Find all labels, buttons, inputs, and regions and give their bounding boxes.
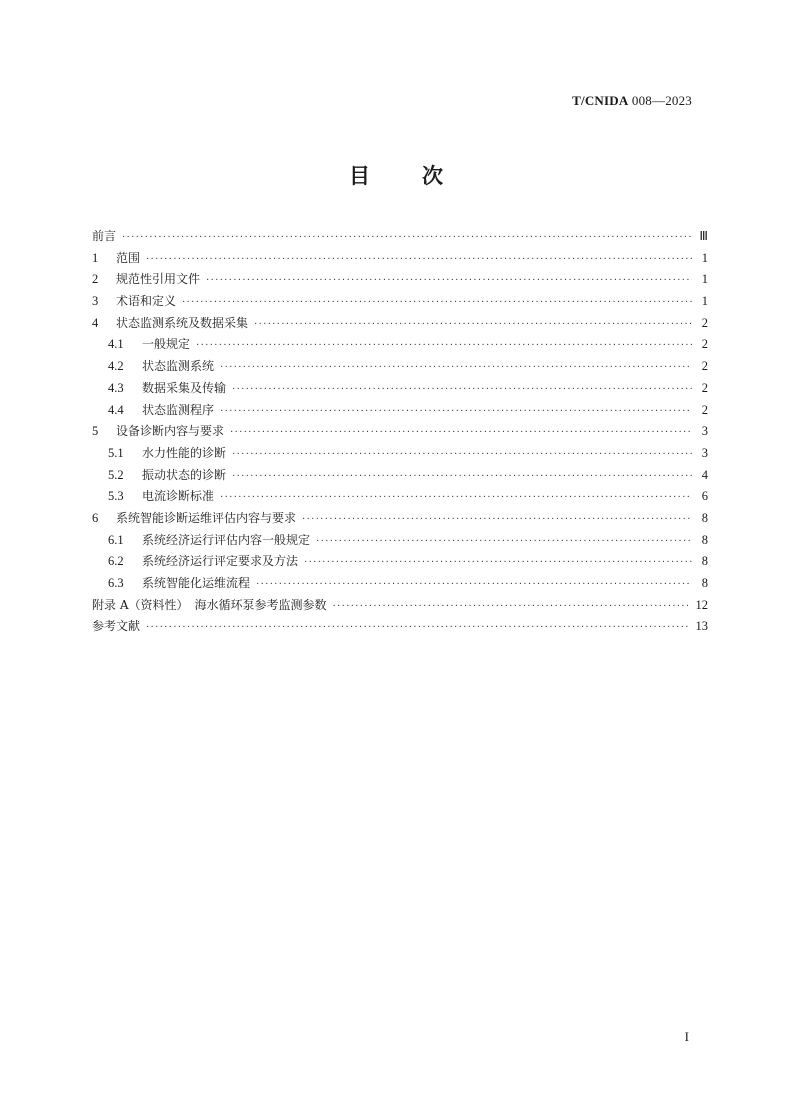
toc-entry-page: 1 [701, 250, 708, 265]
toc-entry[interactable] [92, 226, 708, 248]
toc-entry-number: 5.3 [108, 489, 124, 504]
title-char-1: 目 [349, 164, 370, 188]
toc-entry-page: 2 [701, 337, 708, 352]
toc-entry-number: 2 [92, 272, 99, 287]
toc-leader-dots [302, 509, 692, 531]
toc-entry-number: 5 [92, 424, 99, 439]
toc-entry-number: 6.1 [108, 532, 124, 547]
toc-leader-dots [182, 292, 692, 314]
toc-entry-number: 5.1 [108, 445, 124, 460]
toc-entry-label: 一般规定 [142, 337, 191, 352]
toc-leader-dots [232, 444, 692, 466]
toc-leader-dots [232, 466, 692, 488]
toc-leader-dots [304, 552, 692, 574]
toc-entry-label: 系统经济运行评定要求及方法 [142, 554, 299, 569]
toc-entry-label: 状态监测系统 [142, 359, 215, 374]
toc-leader-dots [332, 596, 689, 618]
toc-entry[interactable] [92, 378, 708, 400]
toc-entry[interactable] [92, 530, 708, 552]
toc-entry-label: 数据采集及传输 [142, 380, 227, 395]
toc-entry-number: 4.4 [108, 402, 124, 417]
title-char-2: 次 [422, 164, 443, 188]
toc-entry-number: 5.2 [108, 467, 124, 482]
toc-entry-page: 2 [701, 315, 708, 330]
toc-leader-dots [196, 335, 692, 357]
toc-entry-number: 1 [92, 250, 99, 265]
toc-entry-page: 2 [701, 359, 708, 374]
toc-leader-dots [146, 249, 692, 271]
toc-entry-page: 13 [695, 619, 708, 634]
toc-entry-label: 电流诊断标准 [142, 489, 215, 504]
toc-entry-label: 振动状态的诊断 [142, 467, 227, 482]
toc-entry[interactable] [92, 291, 708, 313]
toc-entry-page: 8 [701, 510, 708, 525]
toc-entry-page: 8 [701, 554, 708, 569]
toc-entry-label: 系统智能诊断运维评估内容与要求 [116, 510, 297, 525]
toc-entry-number: 4 [92, 315, 99, 330]
toc-entry-label: 范围 [116, 250, 141, 265]
toc-entry[interactable] [92, 356, 708, 378]
toc-entry-page: 1 [701, 294, 708, 309]
toc-leader-dots [206, 270, 692, 292]
toc-entry[interactable] [92, 400, 708, 422]
toc-entry[interactable] [92, 573, 708, 595]
toc-leader-dots [220, 357, 692, 379]
toc-entry-page: 1 [701, 272, 708, 287]
toc-entry[interactable] [92, 465, 708, 487]
toc-leader-dots [220, 401, 692, 423]
toc-entry[interactable] [92, 313, 708, 335]
toc-entry-page: 8 [701, 576, 708, 590]
toc-leader-dots [230, 422, 692, 444]
toc-leader-dots [122, 227, 692, 249]
toc-entry[interactable] [92, 595, 708, 617]
toc-leader-dots [220, 487, 692, 509]
toc-leader-dots [316, 531, 692, 553]
toc-entry[interactable] [92, 248, 708, 270]
toc-entry-label: 前言 [92, 229, 117, 243]
document-code [572, 93, 692, 109]
org-code: T/CNIDA [572, 93, 629, 108]
toc-entry[interactable] [92, 269, 708, 291]
toc-leader-dots [256, 574, 692, 596]
toc-entry[interactable] [92, 486, 708, 508]
toc-entry-number: 4.2 [108, 359, 124, 374]
toc-entry-label: 术语和定义 [116, 294, 177, 309]
toc-entry[interactable] [92, 421, 708, 443]
toc-entry-label: 水力性能的诊断 [142, 445, 227, 460]
toc-leader-dots [232, 379, 692, 401]
toc-entry-page: 4 [701, 467, 708, 482]
toc-entry-label: 参考文献 [92, 619, 141, 634]
toc-entry-label: 系统经济运行评估内容一般规定 [142, 532, 311, 547]
page-title [0, 160, 792, 190]
toc-entry-number: 3 [92, 294, 99, 309]
toc-entry-label: 设备诊断内容与要求 [116, 424, 225, 439]
toc-entry-label: 状态监测系统及数据采集 [116, 315, 249, 330]
toc-entry-number: 6 [92, 510, 99, 525]
toc-entry-page: Ⅲ [699, 229, 708, 243]
toc-entry-number: 6.3 [108, 576, 124, 590]
toc-entry-number: 6.2 [108, 554, 124, 569]
toc-entry[interactable] [92, 334, 708, 356]
doc-number: 008—2023 [631, 93, 692, 108]
page-number: I [684, 1029, 689, 1044]
toc-entry[interactable] [92, 443, 708, 465]
toc-entry[interactable] [92, 551, 708, 573]
toc-entry[interactable] [92, 508, 708, 530]
toc-entry-page: 2 [701, 402, 708, 417]
table-of-contents [92, 226, 708, 638]
toc-entry-page: 6 [701, 489, 708, 504]
toc-leader-dots [254, 314, 692, 336]
toc-entry-page: 3 [701, 445, 708, 460]
toc-entry-page: 2 [701, 380, 708, 395]
toc-entry-number: 4.3 [108, 380, 124, 395]
toc-leader-dots [146, 617, 689, 639]
toc-entry[interactable] [92, 616, 708, 638]
toc-entry-page: 8 [701, 532, 708, 547]
toc-entry-label: 规范性引用文件 [116, 272, 201, 287]
toc-entry-number: 4.1 [108, 337, 124, 352]
toc-entry-page: 3 [701, 424, 708, 439]
toc-entry-page: 12 [695, 597, 708, 612]
toc-entry-label: 附录 A（资料性） 海水循环泵参考监测参数 [92, 597, 327, 612]
toc-entry-label: 状态监测程序 [142, 402, 215, 417]
toc-entry-label: 系统智能化运维流程 [142, 576, 251, 590]
